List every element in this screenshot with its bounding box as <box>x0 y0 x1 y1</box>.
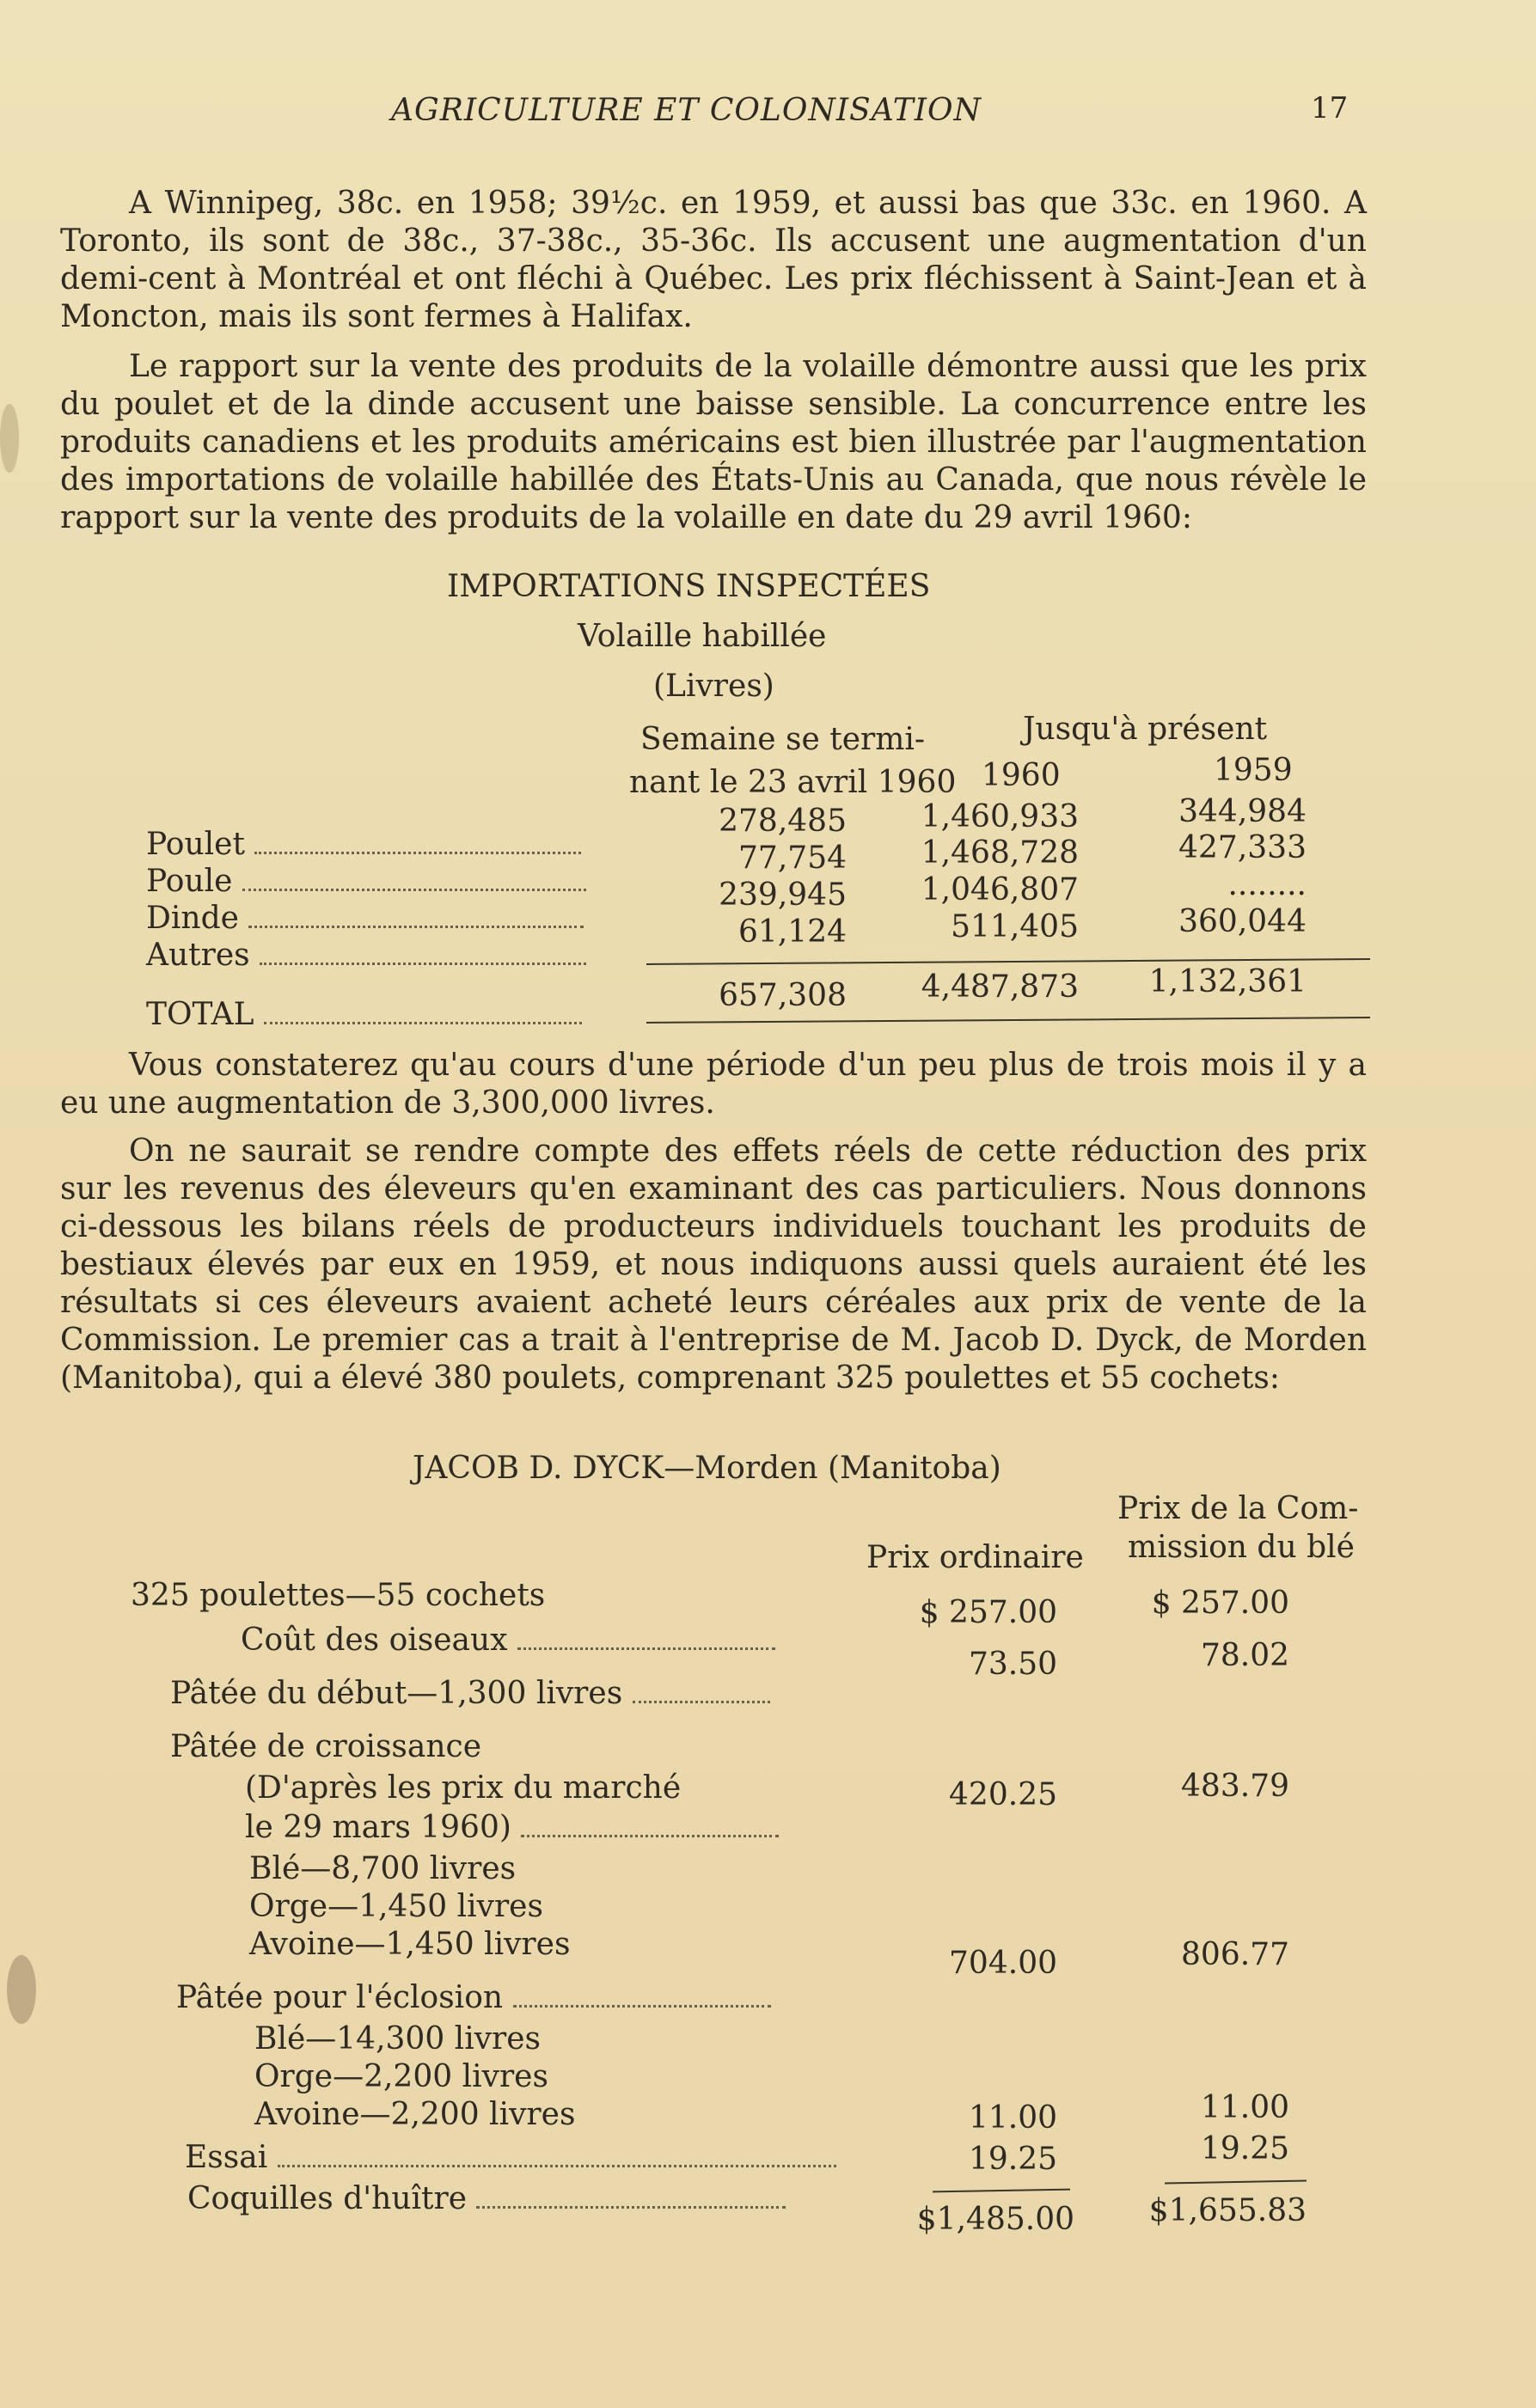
leader-dots <box>633 1701 770 1703</box>
row-label-text: Essai <box>185 2140 268 2175</box>
row-label <box>146 997 582 1032</box>
paragraph <box>60 348 1367 537</box>
table-rule <box>646 1017 1370 1024</box>
leader-dots <box>513 2005 771 2008</box>
table-cell: 1,468,728 <box>921 835 1079 871</box>
row-label-text: Pâtée pour l'éclosion <box>176 1980 504 2015</box>
row-label <box>146 901 584 936</box>
table-cell: 73.50 <box>968 1647 1057 1682</box>
table-cell: 511,405 <box>951 909 1079 944</box>
table-rule <box>1165 2180 1307 2185</box>
row-label <box>245 1810 779 1845</box>
row-label-text: Poule <box>146 864 233 899</box>
row-subitem: Blé—14,300 livres <box>254 2021 542 2057</box>
leader-dots <box>476 2206 786 2209</box>
table-cell: 19.25 <box>968 2142 1057 2177</box>
column-header: 1960 <box>982 758 1061 793</box>
table-cell: 77,754 <box>738 840 847 876</box>
row-label: Pâtée de croissance <box>170 1729 482 1764</box>
paragraph-text: A Winnipeg, 38c. en 1958; 39½c. en 1959, et aussi bas que 33c. en 1960. A Toronto, ils sont de 38c., 37-38c., 35-36c. Ils accusent une augmentation d'un demi-cent à Montréal et ont fléchi à Québec. Les prix fléchissent à Saint-Jean et à Moncton, mais ils sont fermes à Halifax. <box>60 186 1367 334</box>
table-unit: (Livres) <box>653 669 774 704</box>
table-title: IMPORTATIONS INSPECTÉES <box>447 569 931 604</box>
leader-dots <box>260 963 586 965</box>
table-cell: 360,044 <box>1178 904 1307 939</box>
table-cell: 420.25 <box>949 1777 1057 1812</box>
table-cell: 78.02 <box>1200 1638 1289 1673</box>
row-subitem: Blé—8,700 livres <box>249 1851 517 1886</box>
row-label-text: Coût des oiseaux <box>241 1623 508 1658</box>
row-label <box>187 2181 786 2216</box>
row-label <box>176 1980 771 2015</box>
column-header: mission du blé <box>1128 1530 1355 1565</box>
column-group-header: Jusqu'à présent <box>1023 712 1268 747</box>
row-label-text: Poulet <box>146 827 245 862</box>
row-label-text: Dinde <box>146 901 239 936</box>
row-label-text: Autres <box>146 938 250 973</box>
leader-dots <box>264 1022 582 1024</box>
leader-dots <box>278 2165 836 2167</box>
page-stain <box>7 1955 36 2024</box>
leader-dots <box>248 926 584 928</box>
leader-dots <box>242 889 586 891</box>
column-header: Prix de la Com- <box>1117 1491 1359 1526</box>
table-cell: 344,984 <box>1178 794 1307 829</box>
leader-dots <box>517 1647 775 1650</box>
row-label-text: Pâtée du début—1,300 livres <box>170 1676 623 1711</box>
table-cell: 61,124 <box>738 914 847 950</box>
paragraph-text: On ne saurait se rendre compte des effets réels de cette réduction des prix sur les revenus des éleveurs qu'en examinant des cas particuliers. Nous donnons ci-dessous les bilans réels de producteurs individuels touchant les produits de bestiaux élevés par eux en 1959, et nous indiquons aussi quels auraient été les résultats si ces éleveurs avaient acheté leurs céréales aux prix de vente de la Commission. Le premier cas a trait à l'entreprise de M. Jacob D. Dyck, de Morden (Manitoba), qui a élevé 380 poulets, comprenant 325 poulettes et 55 cochets: <box>60 1134 1367 1396</box>
table-cell: 19.25 <box>1200 2131 1289 2167</box>
row-label <box>146 864 586 899</box>
paragraph <box>60 1047 1367 1122</box>
row-subitem: Avoine—2,200 livres <box>254 2097 576 2132</box>
column-header: 1959 <box>1214 753 1293 788</box>
row-subitem: Orge—2,200 livres <box>254 2059 548 2094</box>
leader-dots <box>521 1835 779 1837</box>
row-subitem: Avoine—1,450 livres <box>249 1927 571 1962</box>
leader-dots <box>254 852 581 854</box>
row-label <box>146 827 581 862</box>
table-cell: 4,487,873 <box>921 969 1079 1005</box>
table-cell: 239,945 <box>719 877 847 913</box>
table-total: $1,655.83 <box>1148 2193 1307 2228</box>
row-label: 325 poulettes—55 cochets <box>131 1578 546 1613</box>
table-rule <box>933 2189 1070 2193</box>
row-label <box>185 2140 836 2175</box>
table-total: $1,485.00 <box>916 2202 1074 2237</box>
table-subtitle: Volaille habillée <box>578 619 827 654</box>
paragraph <box>60 1133 1367 1397</box>
row-label <box>170 1676 770 1711</box>
column-header: Prix ordinaire <box>866 1540 1084 1575</box>
row-label <box>241 1623 775 1658</box>
row-label <box>146 938 586 973</box>
table-cell: 11.00 <box>968 2100 1057 2136</box>
paragraph-text: Le rapport sur la vente des produits de la volaille démontre aussi que les prix du poulet et de la dinde accusent une baisse sensible. La concurrence entre les produits canadiens et les produits américains est bien illustrée par l'augmentation des importations de volaille habillée des États-Unis au Canada, que nous révèle le rapport sur la vente des produits de la volaille en date du 29 avril 1960: <box>60 349 1367 535</box>
table-title: JACOB D. DYCK—Morden (Manitoba) <box>413 1451 1001 1486</box>
table-cell: 704.00 <box>949 1946 1057 1981</box>
table-cell: 483.79 <box>1181 1769 1289 1804</box>
row-label-text: le 29 mars 1960) <box>245 1810 511 1845</box>
table-cell: ........ <box>1227 867 1307 902</box>
column-header: nant le 23 avril 1960 <box>629 765 957 800</box>
table-cell: 1,460,933 <box>921 799 1079 834</box>
running-header: AGRICULTURE ET COLONISATION <box>391 93 982 128</box>
table-cell: $ 257.00 <box>1151 1586 1289 1621</box>
column-header: Semaine se termi- <box>640 722 926 757</box>
table-cell: 657,308 <box>719 978 847 1013</box>
table-cell: 11.00 <box>1200 2090 1289 2125</box>
table-cell: 1,046,807 <box>921 872 1079 908</box>
table-cell: $ 257.00 <box>919 1595 1057 1630</box>
table-cell: 278,485 <box>719 804 847 839</box>
row-label-text: TOTAL <box>146 997 254 1032</box>
table-cell: 1,132,361 <box>1148 964 1307 999</box>
table-cell: 427,333 <box>1178 830 1307 865</box>
paragraph <box>60 185 1367 336</box>
row-subitem: Orge—1,450 livres <box>249 1889 543 1924</box>
row-label-text: Coquilles d'huître <box>187 2181 468 2216</box>
page-stain <box>0 404 19 473</box>
paragraph-text: Vous constaterez qu'au cours d'une période d'un peu plus de trois mois il y a eu une augmentation de 3,300,000 livres. <box>60 1048 1367 1121</box>
row-note: (D'après les prix du marché <box>245 1770 682 1806</box>
table-cell: 806.77 <box>1181 1937 1289 1972</box>
page-number: 17 <box>1311 91 1349 125</box>
